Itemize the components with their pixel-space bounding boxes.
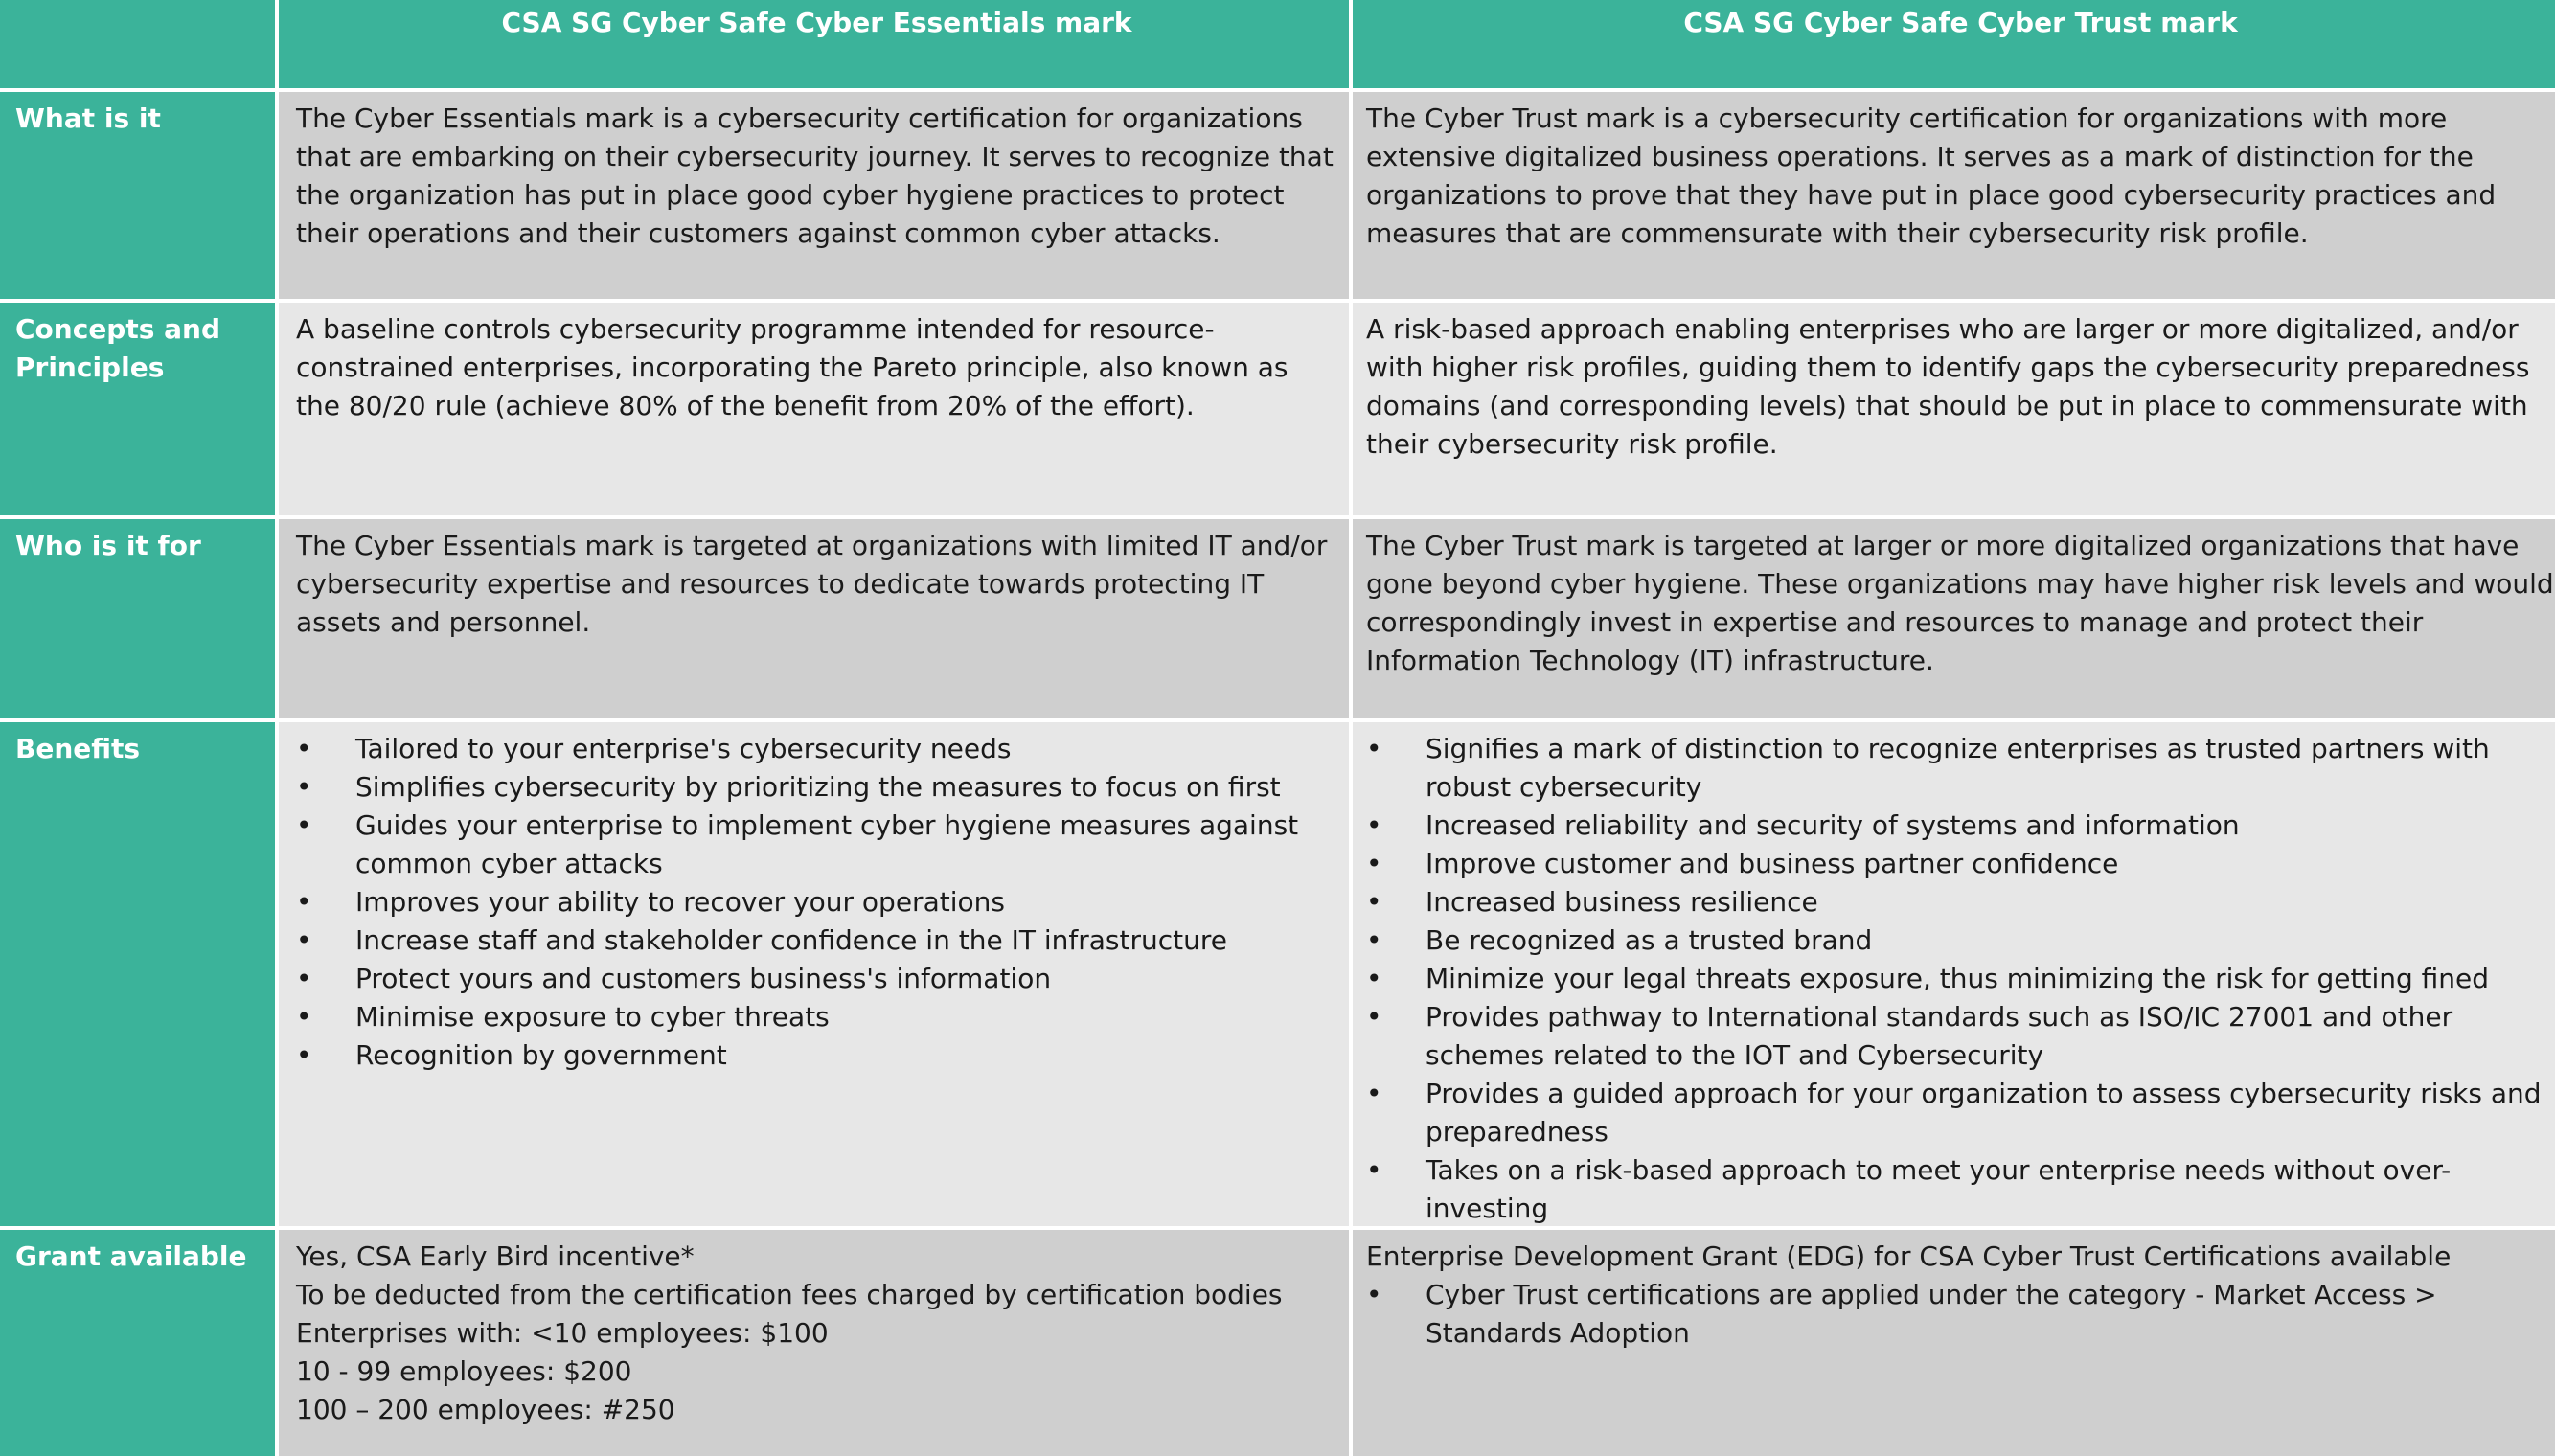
what-essentials-cell: The Cyber Essentials mark is a cybersecurity certification for organizations that are embarking on their cybersecurity journey. It serves to recognize that the organization has put in place good cyber hygiene practices to protect their operations and their customers against common cyber attacks.: [279, 92, 1349, 299]
concepts-essentials-cell: A baseline controls cybersecurity programme intended for resource-constrained enterprises, incorporating the Pareto principle, also known as the 80/20 rule (achieve 80% of the benefit from 20% of the effort).: [279, 303, 1349, 515]
list-item: • Minimize your legal threats exposure, thus minimizing the risk for getting fined: [1366, 960, 2555, 998]
bullet-glyph: •: [296, 963, 312, 994]
header-essentials: CSA SG Cyber Safe Cyber Essentials mark: [279, 0, 1349, 88]
grant-trust-intro: Enterprise Development Grant (EDG) for CSA Cyber Trust Certifications available: [1366, 1240, 2452, 1272]
list-item: • Recognition by government: [296, 1036, 1339, 1075]
bullet-glyph: •: [296, 733, 312, 764]
row-label-benefits: Benefits: [0, 722, 275, 1226]
bullet-glyph: •: [1366, 733, 1382, 764]
benefits-essentials-list: [296, 730, 1339, 1075]
header-corner-cell: [0, 0, 275, 88]
list-item: • Simplifies cybersecurity by prioritizing the measures to focus on first: [296, 768, 1339, 807]
concepts-trust-cell: A risk-based approach enabling enterprises who are larger or more digitalized, and/or with higher risk profiles, guiding them to identify gaps the cybersecurity preparedness domains (and corresponding levels) that should be put in place to commensurate with their cybersecurity risk profile.: [1353, 303, 2555, 515]
list-item: • Be recognized as a trusted brand: [1366, 921, 2555, 960]
list-item: • Minimise exposure to cyber threats: [296, 998, 1339, 1036]
bullet-glyph: •: [296, 809, 312, 841]
list-item: • Takes on a risk-based approach to meet your enterprise needs without over-investing: [1366, 1151, 2555, 1226]
bullet-glyph: •: [296, 924, 312, 956]
grant-essentials-line: 10 - 99 employees: $200: [296, 1355, 632, 1387]
list-item: • Provides pathway to International standards such as ISO/IC 27001 and other schemes related to the IOT and Cybersecurity: [1366, 998, 2555, 1075]
bullet-glyph: •: [1366, 924, 1382, 956]
header-trust: CSA SG Cyber Safe Cyber Trust mark: [1353, 0, 2555, 88]
grant-essentials-line: Yes, CSA Early Bird incentive*: [296, 1240, 695, 1272]
bullet-glyph: •: [296, 1001, 312, 1033]
row-label-grant: Grant available: [0, 1230, 275, 1456]
list-item: • Improves your ability to recover your operations: [296, 883, 1339, 921]
bullet-glyph: •: [296, 886, 312, 918]
bullet-glyph: •: [296, 771, 312, 803]
list-item: • Increased reliability and security of systems and information: [1366, 807, 2555, 845]
list-item: • Improve customer and business partner confidence: [1366, 845, 2555, 883]
grant-trust-cell: [1353, 1230, 2555, 1456]
bullet-glyph: •: [1366, 886, 1382, 918]
bullet-glyph: •: [1366, 1078, 1382, 1109]
list-item: • Signifies a mark of distinction to recognize enterprises as trusted partners with robust cybersecurity: [1366, 730, 2555, 807]
row-label-concepts: Concepts and Principles: [0, 303, 275, 515]
bullet-glyph: •: [1366, 1154, 1382, 1186]
who-trust-cell: The Cyber Trust mark is targeted at larger or more digitalized organizations that have gone beyond cyber hygiene. These organizations may have higher risk levels and would correspondingly invest in expertise and resources to manage and protect their Information Technology (IT) infrastructure.: [1353, 519, 2555, 718]
list-item: • Provides a guided approach for your organization to assess cybersecurity risks and preparedness: [1366, 1075, 2555, 1151]
grant-essentials-cell: [279, 1230, 1349, 1456]
benefits-trust-list: [1366, 730, 2555, 1226]
benefits-essentials-cell: [279, 722, 1349, 1226]
list-item: • Tailored to your enterprise's cybersecurity needs: [296, 730, 1339, 768]
bullet-glyph: •: [1366, 963, 1382, 994]
list-item: • Guides your enterprise to implement cyber hygiene measures against common cyber attacks: [296, 807, 1339, 883]
bullet-glyph: •: [296, 1039, 312, 1071]
list-item: • Increased business resilience: [1366, 883, 2555, 921]
bullet-glyph: •: [1366, 1001, 1382, 1033]
bullet-glyph: •: [1366, 848, 1382, 879]
what-trust-cell: The Cyber Trust mark is a cybersecurity certification for organizations with more extensive digitalized business operations. It serves as a mark of distinction for the organizations to prove that they have put in place good cybersecurity practices and measures that are commensurate with their cybersecurity risk profile.: [1353, 92, 2555, 299]
row-label-who: Who is it for: [0, 519, 275, 718]
row-label-what: What is it: [0, 92, 275, 299]
grant-essentials-line: Enterprises with: <10 employees: $100: [296, 1317, 829, 1349]
grant-essentials-line: 100 – 200 employees: #250: [296, 1394, 675, 1425]
who-essentials-cell: The Cyber Essentials mark is targeted at organizations with limited IT and/or cybersecurity expertise and resources to dedicate towards protecting IT assets and personnel.: [279, 519, 1349, 718]
list-item: • Protect yours and customers business's information: [296, 960, 1339, 998]
grant-trust-list: [1366, 1276, 2555, 1353]
bullet-glyph: •: [1366, 1279, 1382, 1310]
list-item: • Increase staff and stakeholder confidence in the IT infrastructure: [296, 921, 1339, 960]
benefits-trust-cell: [1353, 722, 2555, 1226]
grant-essentials-line: To be deducted from the certification fees charged by certification bodies: [296, 1279, 1283, 1310]
list-item: • Cyber Trust certifications are applied under the category - Market Access > Standards Adoption: [1366, 1276, 2555, 1353]
bullet-glyph: •: [1366, 809, 1382, 841]
